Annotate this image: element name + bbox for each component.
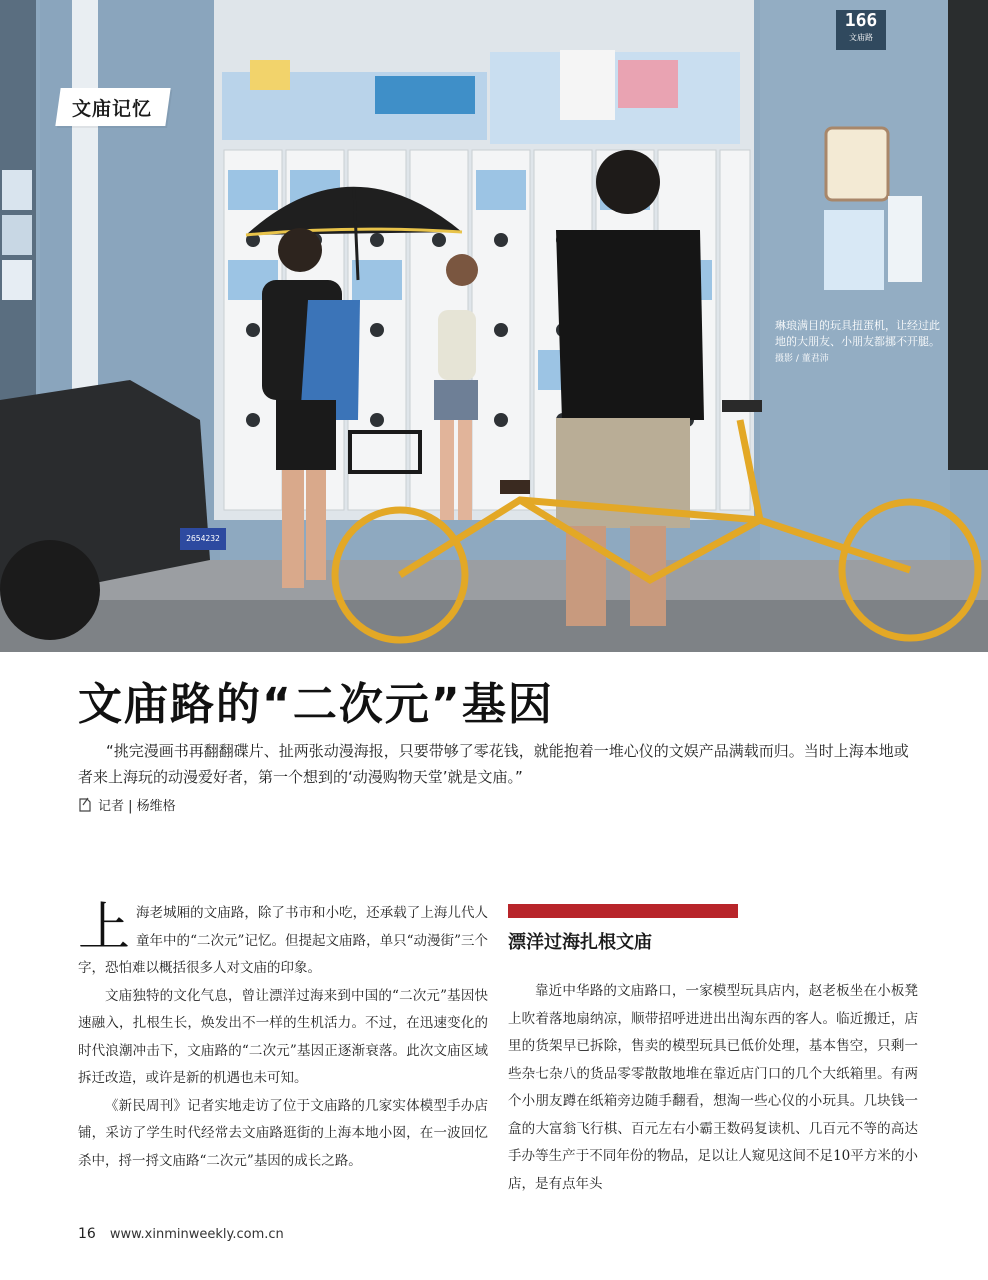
subhead-accent-bar [508,904,738,918]
page-footer [78,1226,284,1242]
body-paragraph: 靠近中华路的文庙路口，一家模型玩具店内，赵老板坐在小板凳上吹着落地扇纳凉，顺带招呼进进出出淘东西的客人。临近搬迁，店里的货架早已拆除，售卖的模型玩具已低价处理，基本售空，只剩一些杂七杂八的货品零零散散地堆在靠近店门口的几个大纸箱里。有两个小朋友蹲在纸箱旁边随手翻看，想淘一些心仪的小玩具。几块钱一盒的大富翁飞行棋、百元左右小霸王数码复读机、几百元不等的高达手办等生产于不同年份的物品，足以让人窥见这间不足10平方米的小店，是有点年头 [508,983,918,1192]
subheading: 漂洋过海扎根文庙 [508,932,652,953]
body-paragraph: 《新民周刊》记者实地走访了位于文庙路的几家实体模型手办店铺，采访了学生时代经常去文庙路逛街的上海本地小囡，在一波回忆杀中，捋一捋文庙路“二次元”基因的成长之路。 [78,1097,488,1169]
body-column-right [508,978,918,1198]
article-title: 文庙路的“二次元”基因 [78,679,554,730]
page-number: 16 [78,1226,96,1242]
byline [78,794,176,814]
byline-text: 记者 | 杨维格 [98,798,176,814]
door-number-plate [836,10,886,50]
door-number: 166 [844,10,878,31]
photo-caption-text: 琳琅满目的玩具扭蛋机，让经过此地的大朋友、小朋友都挪不开腿。 [775,319,940,348]
drop-cap: 上 [78,898,131,958]
website-link[interactable]: www.xinminweekly.com.cn [109,1227,284,1242]
section-tag: 文庙记忆 [72,98,153,120]
photo-caption [775,318,945,367]
body-paragraph: 文庙独特的文化气息，曾让漂洋过海来到中国的“二次元”基因快速融入，扎根生长，焕发出不一样的生机活力。不过，在迅速变化的时代浪潮冲击下，文庙路的“二次元”基因正逐渐衰落。此次文庙区域拆迁改造，或许是新的机遇也未可知。 [78,987,488,1086]
body-column-left [78,900,488,1175]
body-paragraph [78,900,488,983]
pen-icon [78,796,92,812]
photo-credit: 摄影 / 董君沛 [775,354,829,364]
article-lead: “挑完漫画书再翻翻碟片、扯两张动漫海报，只要带够了零花钱，就能抱着一堆心仪的文娱产品满载而归。当时上海本地或者来上海玩的动漫爱好者，第一个想到的‘动漫购物天堂’就是文庙。” [78,742,909,786]
license-plate: 2654232 [186,534,220,543]
body-paragraph-text: 海老城厢的文庙路，除了书市和小吃，还承载了上海儿代人童年中的“二次元”记忆。但提起文庙路，单只“动漫街”三个字，恐怕难以概括很多人对文庙的印象。 [78,905,488,976]
door-street: 文庙路 [849,33,873,42]
